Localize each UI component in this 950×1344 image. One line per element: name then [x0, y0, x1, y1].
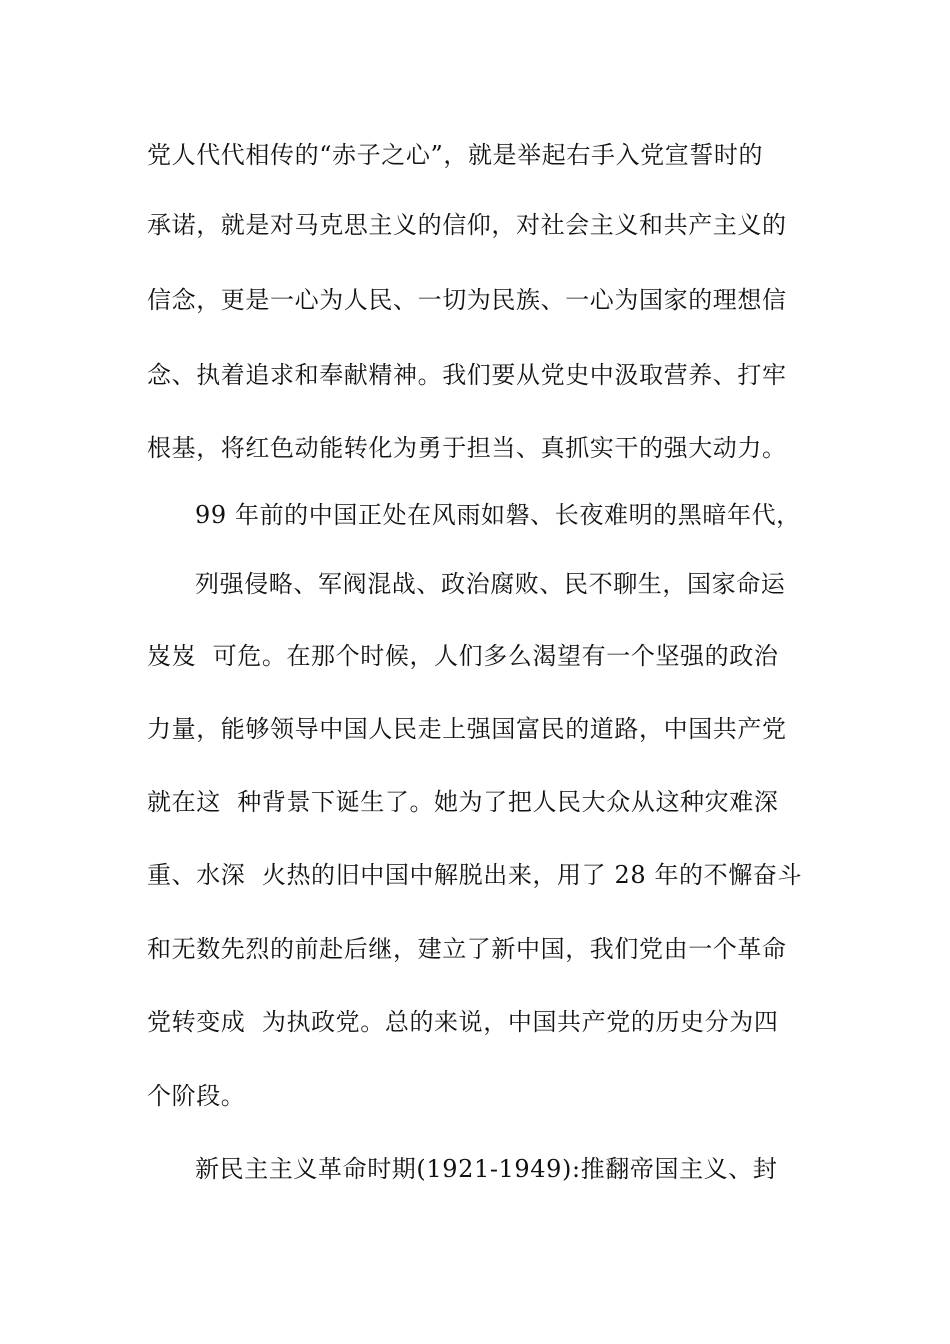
text-line: 重、水深 火热的旧中国中解脱出来，用了 28 年的不懈奋斗 [147, 861, 803, 889]
text-line: 根基，将红色动能转化为勇于担当、真抓实干的强大动力。 [147, 434, 787, 462]
text-line: 承诺，就是对马克思主义的信仰，对社会主义和共产主义的 [147, 211, 787, 239]
text-line: 和无数先烈的前赴后继，建立了新中国，我们党由一个革命 [147, 935, 787, 963]
text-line: 党转变成 为执政党。总的来说，中国共产党的历史分为四 [147, 1008, 779, 1036]
paragraph-start-line: 99 年前的中国正处在风雨如磐、长夜难明的黑暗年代， [195, 501, 801, 529]
text-line: 就在这 种背景下诞生了。她为了把人民大众从这种灾难深 [147, 788, 779, 816]
text-line: 岌岌 可危。在那个时候，人们多么渴望有一个坚强的政治 [147, 642, 779, 670]
text-line: 信念，更是一心为人民、一切为民族、一心为国家的理想信 [147, 286, 787, 314]
text-line: 念、执着追求和奉献精神。我们要从党史中汲取营养、打牢 [147, 361, 787, 389]
text-line: 力量，能够领导中国人民走上强国富民的道路，中国共产党 [147, 715, 787, 743]
text-line: 列强侵略、军阀混战、政治腐败、民不聊生，国家命运 [195, 570, 786, 598]
paragraph-start-line: 新民主主义革命时期(1921-1949):推翻帝国主义、封 [195, 1155, 778, 1183]
text-line: 党人代代相传的“赤子之心”，就是举起右手入党宣誓时的 [147, 141, 764, 169]
text-line: 个阶段。 [147, 1082, 246, 1110]
